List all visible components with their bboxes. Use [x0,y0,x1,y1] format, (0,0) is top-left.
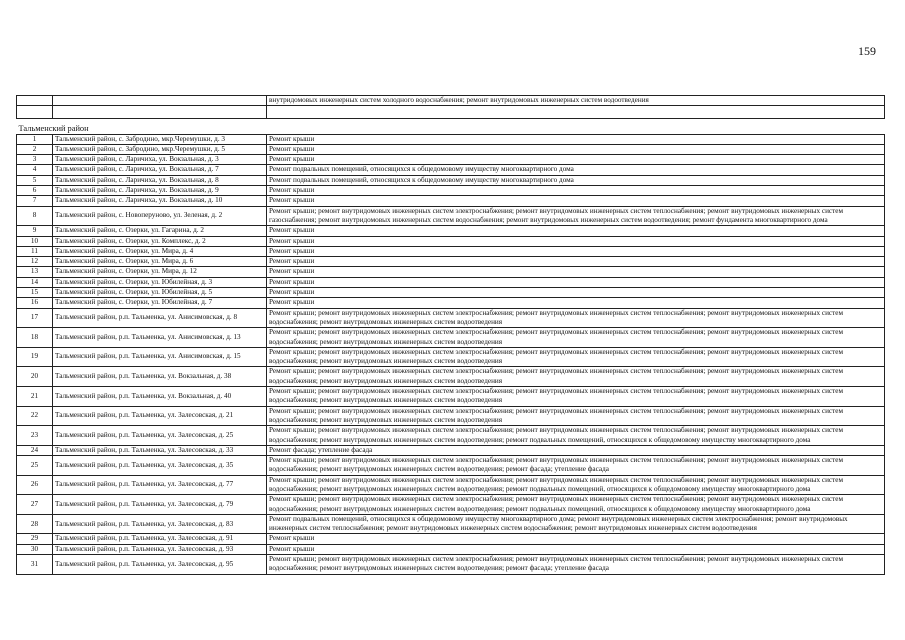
cell-number: 31 [17,555,53,575]
table-row [17,406,885,426]
cell-address: Тальменский район, р.п. Тальменка, ул. Анисимовская, д. 15 [53,347,267,367]
cell-address: Тальменский район, с. Озерки, ул. Юбилейная, д. 5 [53,288,267,298]
cell-work: Ремонт крыши [267,267,885,277]
cell-number: 27 [17,495,53,515]
cell-number: 25 [17,456,53,476]
cell-work: Ремонт крыши [267,226,885,236]
table-row [17,246,885,256]
cell-number: 22 [17,406,53,426]
cell-address: Тальменский район, р.п. Тальменка, ул. Залесовская, д. 93 [53,544,267,554]
cell-address: Тальменский район, р.п. Тальменка, ул. Залесовская, д. 95 [53,555,267,575]
cell-address: Тальменский район, с. Озерки, ул. Мира, д. 6 [53,257,267,267]
table-row [17,534,885,544]
cell-work: внутридомовых инженерных систем холодного водоснабжения; ремонт внутридомовых инженерных систем водоотведения [267,96,885,106]
cell-work: Ремонт крыши [267,144,885,154]
table-row [17,495,885,515]
cell-address: Тальменский район, с. Озерки, ул. Мира, д. 4 [53,246,267,256]
cell-address: Тальменский район, с. Озерки, ул. Комплекс, д. 2 [53,236,267,246]
cell-work: Ремонт крыши [267,246,885,256]
table-row [17,308,885,328]
table-row [17,514,885,534]
cell-number: 19 [17,347,53,367]
cell-work: Ремонт крыши; ремонт внутридомовых инженерных систем электроснабжения; ремонт внутридомовых инженерных систем теплоснабжения; ремонт внутридомовых инженерных систем водоснабжения; ремонт внутридомовых инженерных систем водоотведения [267,347,885,367]
continuation-row [17,96,885,106]
cell-work: Ремонт крыши [267,186,885,196]
table-row [17,206,885,226]
cell-work: Ремонт крыши [267,134,885,144]
cell-address [53,96,267,106]
table-row [17,456,885,476]
cell-number: 4 [17,165,53,175]
table-row [17,277,885,287]
table-row [17,445,885,455]
repair-table [16,95,885,575]
cell-address: Тальменский район, р.п. Тальменка, ул. Залесовская, д. 83 [53,514,267,534]
cell-work: Ремонт крыши [267,544,885,554]
cell-number: 28 [17,514,53,534]
region-title: Тальменский район [17,119,885,134]
cell-number [17,106,53,119]
cell-number: 26 [17,475,53,495]
table-row [17,288,885,298]
cell-number: 23 [17,426,53,446]
cell-work: Ремонт крыши [267,277,885,287]
cell-number: 10 [17,236,53,246]
table-row [17,328,885,348]
table-row [17,134,885,144]
cell-address: Тальменский район, с. Забродино, мкр.Черемушки, д. 5 [53,144,267,154]
cell-number: 12 [17,257,53,267]
cell-number: 9 [17,226,53,236]
cell-address: Тальменский район, с. Ларичиха, ул. Вокзальная, д. 8 [53,175,267,185]
cell-number: 17 [17,308,53,328]
cell-work: Ремонт подвальных помещений, относящихся к общедомовому имуществу многоквартирного дома [267,175,885,185]
cell-address: Тальменский район, с. Озерки, ул. Мира, д. 12 [53,267,267,277]
spacer-row [17,106,885,119]
cell-number: 5 [17,175,53,185]
table-row [17,226,885,236]
table-row [17,367,885,387]
cell-address: Тальменский район, с. Ларичиха, ул. Вокзальная, д. 9 [53,186,267,196]
cell-work: Ремонт крыши; ремонт внутридомовых инженерных систем электроснабжения; ремонт внутридомовых инженерных систем теплоснабжения; ремонт внутридомовых инженерных систем водоснабжения; ремонт внутридомовых инженерных систем водоотведения; ремонт фасада; утепление фасада [267,555,885,575]
cell-address: Тальменский район, р.п. Тальменка, ул. Залесовская, д. 77 [53,475,267,495]
cell-address: Тальменский район, р.п. Тальменка, ул. Залесовская, д. 25 [53,426,267,446]
cell-number: 7 [17,196,53,206]
cell-work: Ремонт подвальных помещений, относящихся к общедомовому имуществу многоквартирного дома [267,165,885,175]
cell-number: 14 [17,277,53,287]
cell-work: Ремонт крыши [267,257,885,267]
cell-work: Ремонт крыши; ремонт внутридомовых инженерных систем электроснабжения; ремонт внутридомовых инженерных систем теплоснабжения; ремонт внутридомовых инженерных систем водоснабжения; ремонт внутридомовых инженерных систем водоотведения; ремонт подвальных помещений, относящихся к общедомовому имуществу многоквартирного дома [267,475,885,495]
cell-number: 30 [17,544,53,554]
table-row [17,175,885,185]
cell-work [267,106,885,119]
table-row [17,298,885,308]
cell-address: Тальменский район, р.п. Тальменка, ул. Залесовская, д. 21 [53,406,267,426]
cell-address: Тальменский район, р.п. Тальменка, ул. Залесовская, д. 35 [53,456,267,476]
cell-address: Тальменский район, р.п. Тальменка, ул. Залесовская, д. 91 [53,534,267,544]
table-row [17,144,885,154]
cell-address: Тальменский район, с. Озерки, ул. Юбилейная, д. 7 [53,298,267,308]
cell-address: Тальменский район, с. Озерки, ул. Гагарина, д. 2 [53,226,267,236]
cell-number: 29 [17,534,53,544]
cell-work: Ремонт крыши [267,236,885,246]
cell-number: 8 [17,206,53,226]
cell-address: Тальменский район, с. Озерки, ул. Юбилейная, д. 3 [53,277,267,287]
page-number: 159 [858,44,876,58]
cell-address: Тальменский район, с. Ларичиха, ул. Вокзальная, д. 3 [53,155,267,165]
cell-address: Тальменский район, с. Ларичиха, ул. Вокзальная, д. 7 [53,165,267,175]
table-row [17,186,885,196]
cell-work: Ремонт крыши [267,298,885,308]
cell-number [17,96,53,106]
cell-number: 16 [17,298,53,308]
cell-work: Ремонт крыши [267,196,885,206]
table-row [17,475,885,495]
table-row [17,196,885,206]
cell-address: Тальменский район, с. Ларичиха, ул. Вокзальная, д. 10 [53,196,267,206]
table-row [17,155,885,165]
table-row [17,257,885,267]
cell-address: Тальменский район, с. Забродино, мкр.Черемушки, д. 3 [53,134,267,144]
cell-number: 24 [17,445,53,455]
cell-work: Ремонт крыши [267,534,885,544]
cell-number: 2 [17,144,53,154]
region-row [17,119,885,134]
cell-work: Ремонт крыши; ремонт внутридомовых инженерных систем электроснабжения; ремонт внутридомовых инженерных систем теплоснабжения; ремонт внутридомовых инженерных систем водоснабжения; ремонт внутридомовых инженерных систем водоотведения [267,387,885,407]
table-row [17,426,885,446]
cell-number: 18 [17,328,53,348]
cell-work: Ремонт фасада; утепление фасада [267,445,885,455]
cell-work: Ремонт крыши; ремонт внутридомовых инженерных систем электроснабжения; ремонт внутридомовых инженерных систем теплоснабжения; ремонт внутридомовых инженерных систем водоснабжения; ремонт внутридомовых инженерных систем водоотведения; ремонт подвальных помещений, относящихся к общедомовому имуществу многоквартирного дома [267,495,885,515]
cell-work: Ремонт крыши; ремонт внутридомовых инженерных систем электроснабжения; ремонт внутридомовых инженерных систем теплоснабжения; ремонт внутридомовых инженерных систем водоснабжения; ремонт внутридомовых инженерных систем водоотведения [267,308,885,328]
cell-work: Ремонт крыши [267,288,885,298]
cell-number: 20 [17,367,53,387]
table-row [17,555,885,575]
cell-number: 3 [17,155,53,165]
cell-work: Ремонт подвальных помещений, относящихся к общедомовому имуществу многоквартирного дома; ремонт внутридомовых инженерных систем электроснабжения; ремонт внутридомовых инженерных систем теплоснабжения; ремонт внутридомовых инженерных систем водоснабжения; ремонт внутридомовых инженерных систем водоотведения [267,514,885,534]
cell-work: Ремонт крыши; ремонт внутридомовых инженерных систем электроснабжения; ремонт внутридомовых инженерных систем теплоснабжения; ремонт внутридомовых инженерных систем водоснабжения; ремонт внутридомовых инженерных систем водоотведения; ремонт подвальных помещений, относящихся к общедомовому имуществу многоквартирного дома [267,426,885,446]
table-row [17,236,885,246]
table-row [17,387,885,407]
table-row [17,267,885,277]
cell-address [53,106,267,119]
cell-work: Ремонт крыши; ремонт внутридомовых инженерных систем электроснабжения; ремонт внутридомовых инженерных систем теплоснабжения; ремонт внутридомовых инженерных систем газоснабжения; ремонт внутридомовых инженерных систем водоснабжения; ремонт внутридомовых инженерных систем водоотведения; ремонт фундамента многоквартирного дома [267,206,885,226]
cell-work: Ремонт крыши; ремонт внутридомовых инженерных систем электроснабжения; ремонт внутридомовых инженерных систем теплоснабжения; ремонт внутридомовых инженерных систем водоснабжения; ремонт внутридомовых инженерных систем водоотведения; ремонт фасада; утепление фасада [267,456,885,476]
cell-address: Тальменский район, р.п. Тальменка, ул. Залесовская, д. 33 [53,445,267,455]
cell-address: Тальменский район, р.п. Тальменка, ул. Анисимовская, д. 13 [53,328,267,348]
cell-number: 11 [17,246,53,256]
cell-address: Тальменский район, р.п. Тальменка, ул. Залесовская, д. 79 [53,495,267,515]
table-row [17,544,885,554]
cell-number: 15 [17,288,53,298]
cell-address: Тальменский район, с. Новоперуново, ул. Зеленая, д. 2 [53,206,267,226]
cell-address: Тальменский район, р.п. Тальменка, ул. Анисимовская, д. 8 [53,308,267,328]
cell-work: Ремонт крыши [267,155,885,165]
cell-number: 13 [17,267,53,277]
cell-number: 1 [17,134,53,144]
cell-work: Ремонт крыши; ремонт внутридомовых инженерных систем электроснабжения; ремонт внутридомовых инженерных систем теплоснабжения; ремонт внутридомовых инженерных систем водоснабжения; ремонт внутридомовых инженерных систем водоотведения [267,328,885,348]
cell-number: 21 [17,387,53,407]
cell-work: Ремонт крыши; ремонт внутридомовых инженерных систем электроснабжения; ремонт внутридомовых инженерных систем теплоснабжения; ремонт внутридомовых инженерных систем водоснабжения; ремонт внутридомовых инженерных систем водоотведения [267,367,885,387]
cell-address: Тальменский район, р.п. Тальменка, ул. Вокзальная, д. 38 [53,367,267,387]
cell-work: Ремонт крыши; ремонт внутридомовых инженерных систем электроснабжения; ремонт внутридомовых инженерных систем теплоснабжения; ремонт внутридомовых инженерных систем водоснабжения; ремонт внутридомовых инженерных систем водоотведения [267,406,885,426]
table-row [17,347,885,367]
table-row [17,165,885,175]
cell-number: 6 [17,186,53,196]
cell-address: Тальменский район, р.п. Тальменка, ул. Вокзальная, д. 40 [53,387,267,407]
